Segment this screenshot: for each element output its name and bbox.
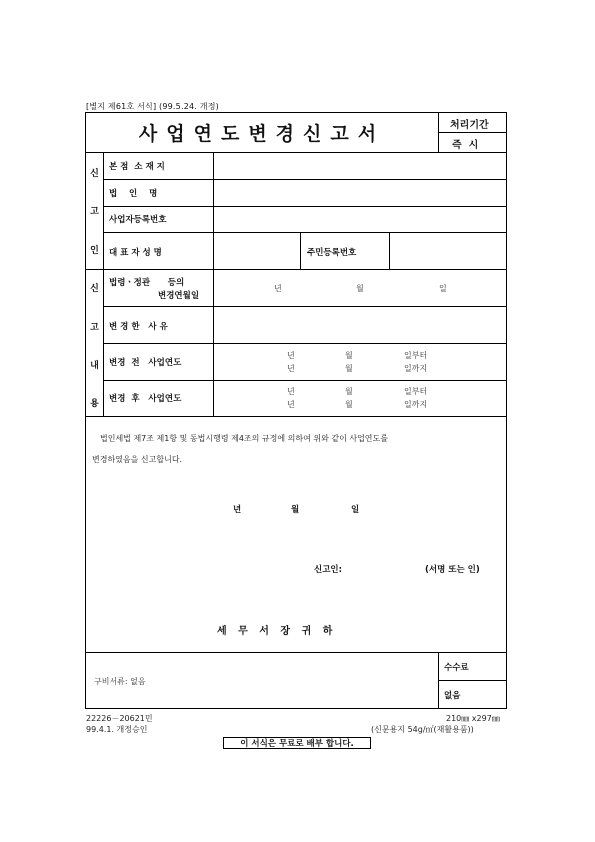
head-office-field[interactable]	[214, 153, 506, 179]
divider	[86, 416, 506, 417]
divider	[86, 652, 506, 653]
after-to-month: 월	[345, 400, 353, 409]
resident-no-field[interactable]	[390, 233, 506, 269]
processing-period-value: 즉 시	[452, 140, 479, 151]
after-to-day: 일까지	[404, 400, 428, 409]
statement-line-2: 변경하였음을 신고합니다.	[92, 455, 183, 464]
approval-note: 99.4.1. 개정승인	[86, 725, 148, 734]
reporter-sign-label: 신고인:	[314, 565, 343, 575]
change-date-label-2: 변경연월일	[158, 291, 200, 301]
before-from-day: 일부터	[404, 351, 428, 360]
reason-label: 변 경 한 사 유	[109, 322, 168, 332]
side-label-content-1: 신	[90, 284, 99, 294]
change-date-month: 월	[356, 284, 364, 293]
after-to-year: 년	[287, 400, 295, 409]
change-date-year: 년	[274, 284, 282, 293]
recipient: 세 무 서 장 귀 하	[217, 626, 337, 637]
before-from-month: 월	[345, 351, 353, 360]
divider	[103, 343, 506, 344]
side-label-content-3: 내	[90, 361, 99, 371]
biz-reg-no-label: 사업자등록번호	[109, 215, 167, 225]
fee-value: 없음	[444, 691, 461, 701]
divider	[300, 232, 301, 269]
before-period-label: 변경 전 사업연도	[109, 358, 182, 368]
before-to-month: 월	[345, 364, 353, 373]
after-from-day: 일부터	[404, 387, 428, 396]
corp-name-label: 법 인 명	[109, 189, 158, 199]
paper-type: (신문용지 54g/㎡(재활용품))	[371, 725, 474, 734]
side-label-content-2: 고	[90, 323, 99, 333]
form-code: 22226－20621민	[86, 714, 153, 723]
side-label-reporter-3: 인	[90, 246, 99, 256]
statement-line-1: 법인세법 제7조 제1항 및 동법시행령 제4조의 규정에 의하여 위와 같이 사업연도를	[100, 434, 388, 443]
before-to-day: 일까지	[404, 364, 428, 373]
biz-reg-no-field[interactable]	[214, 207, 506, 232]
divider	[438, 680, 506, 681]
side-label-reporter-1: 신	[90, 169, 99, 179]
divider	[438, 132, 506, 133]
before-to-year: 년	[287, 364, 295, 373]
divider	[103, 152, 104, 416]
rep-name-field[interactable]	[214, 233, 300, 269]
after-from-month: 월	[345, 387, 353, 396]
seal-note: (서명 또는 인)	[425, 565, 480, 575]
sign-month: 월	[291, 505, 300, 515]
change-date-day: 일	[439, 284, 447, 293]
rep-name-label: 대 표 자 성 명	[109, 248, 162, 258]
change-date-label-1: 법령ㆍ정관 등의	[109, 278, 185, 288]
sign-year: 년	[233, 505, 242, 515]
divider	[103, 380, 506, 381]
form-title: 사업연도변경신고서	[138, 122, 386, 145]
before-from-year: 년	[287, 351, 295, 360]
side-label-reporter-2: 고	[90, 207, 99, 217]
after-period-label: 변경 후 사업연도	[109, 394, 182, 404]
reporter-sign-field[interactable]	[350, 558, 420, 576]
free-distribution-notice: 이 서식은 무료로 배부 합니다.	[223, 737, 371, 749]
paper-size: 210㎜ x297㎜	[446, 714, 500, 723]
side-label-content-4: 용	[90, 399, 99, 409]
after-from-year: 년	[287, 387, 295, 396]
divider	[86, 269, 506, 270]
fee-label: 수수료	[444, 663, 469, 673]
divider	[438, 652, 439, 708]
attachments: 구비서류: 없음	[94, 677, 146, 686]
head-office-label: 본 점 소 재 지	[109, 162, 165, 172]
sign-day: 일	[351, 505, 360, 515]
reason-field[interactable]	[214, 307, 506, 343]
processing-period-label: 처리기간	[450, 120, 489, 131]
form-number: [별지 제61호 서식] (99.5.24. 개정)	[86, 102, 219, 111]
resident-no-label: 주민등록번호	[307, 248, 357, 258]
corp-name-field[interactable]	[214, 180, 506, 206]
